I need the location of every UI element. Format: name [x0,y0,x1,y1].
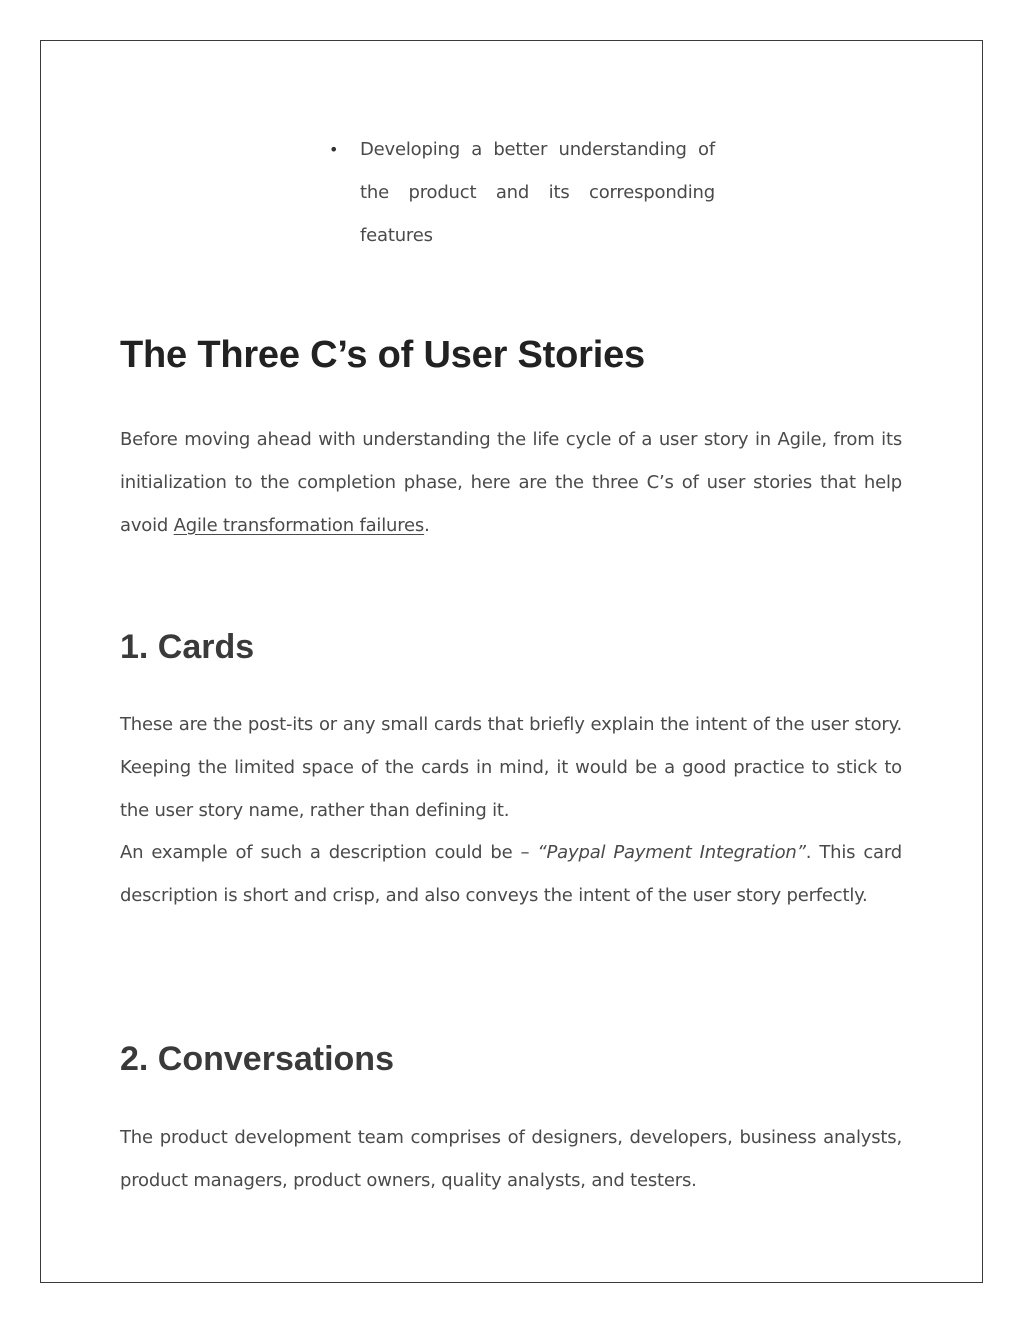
bullet-text: Developing a better understanding of the product and its corresponding features [360,139,715,246]
conversations-paragraph-1: The product development team comprises of designers, developers, business analysts, product managers, product owners, quality analysts, and testers. [120,1127,902,1191]
bullet-list-item [329,128,715,257]
cards-paragraph-2-text-end: . This card description is short and crisp, and also conveys the intent of the user story perfectly. [120,842,902,906]
page-title: The Three C’s of User Stories [120,334,645,376]
cards-paragraph-2-text: An example of such a description could be – [120,842,538,863]
bullet-marker: • [329,140,339,159]
intro-paragraph [120,418,902,547]
section-heading-cards: 1. Cards [120,628,255,666]
cards-paragraph-2 [120,831,902,917]
intro-text-end: . [424,515,430,536]
example-title: “Paypal Payment Integration” [537,842,806,863]
agile-transformation-failures-link[interactable]: Agile transformation failures [173,515,425,536]
intro-text: Before moving ahead with understanding the life cycle of a user story in Agile, from its initialization to the completion phase, here are the three C’s of user stories that help avoid [120,429,902,536]
section-heading-conversations: 2. Conversations [120,1040,394,1078]
cards-paragraph-1: These are the post-its or any small cards that briefly explain the intent of the user story. Keeping the limited space of the cards in mind, it would be a good practice to stick to the user story name, rather than defining it. [120,714,902,821]
